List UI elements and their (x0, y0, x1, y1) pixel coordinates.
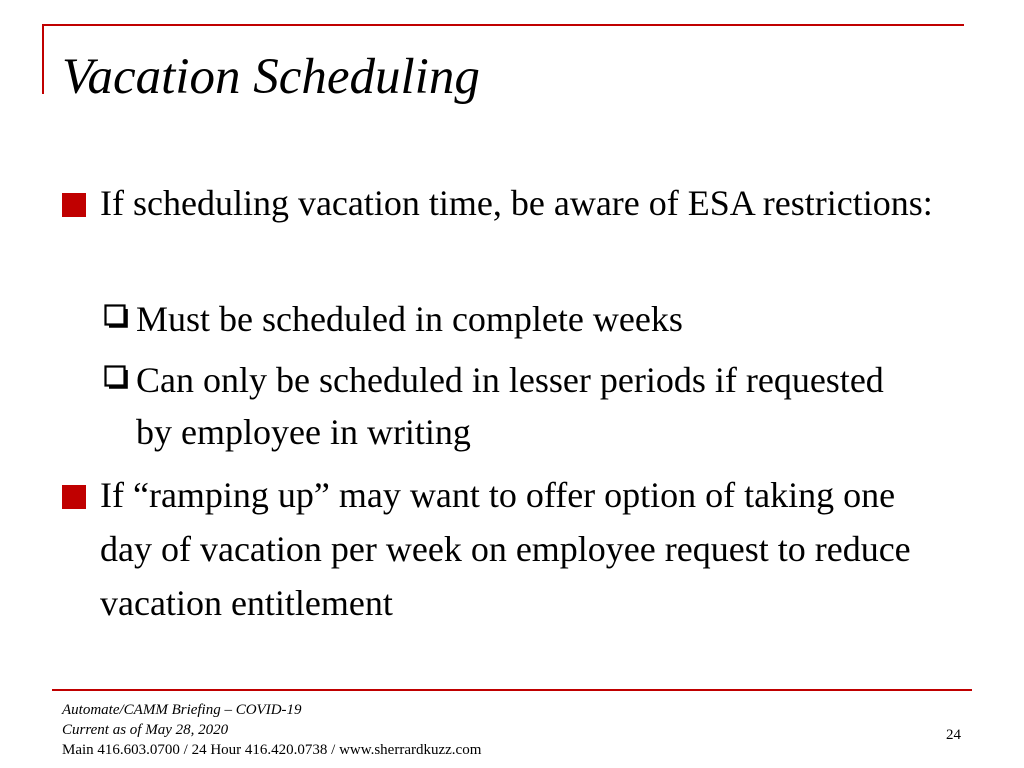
slide-title: Vacation Scheduling (62, 49, 480, 105)
page-number: 24 (946, 727, 961, 743)
footer-contact: Main 416.603.0700 / 24 Hour 416.420.0738 / www.sherrardkuzz.com (62, 742, 482, 758)
sub-bullet-text: Can only be scheduled in lesser periods if requested by employee in writing (136, 360, 884, 452)
sub-bullet-text: Must be scheduled in complete weeks (136, 299, 683, 339)
footer-date: Current as of May 28, 2020 (62, 722, 229, 738)
sub-bullet-item-2 (101, 354, 901, 458)
checkbox-bullet-icon (104, 365, 130, 391)
red-square-bullet-icon (62, 485, 86, 509)
title-frame-top-line (42, 24, 964, 26)
bullet-text: If scheduling vacation time, be aware of ESA restrictions: (100, 183, 933, 223)
bullet-item-1 (62, 176, 962, 230)
footer-briefing-title: Automate/CAMM Briefing – COVID-19 (62, 702, 302, 718)
footer-divider-line (52, 689, 972, 691)
bullet-text: If “ramping up” may want to offer option of taking one day of vacation per week on employee request to reduce vacation entitlement (100, 475, 911, 623)
title-frame-left-line (42, 24, 44, 94)
red-square-bullet-icon (62, 193, 86, 217)
bullet-item-2 (62, 468, 942, 630)
sub-bullet-item-1 (101, 293, 901, 345)
checkbox-bullet-icon (104, 304, 130, 330)
